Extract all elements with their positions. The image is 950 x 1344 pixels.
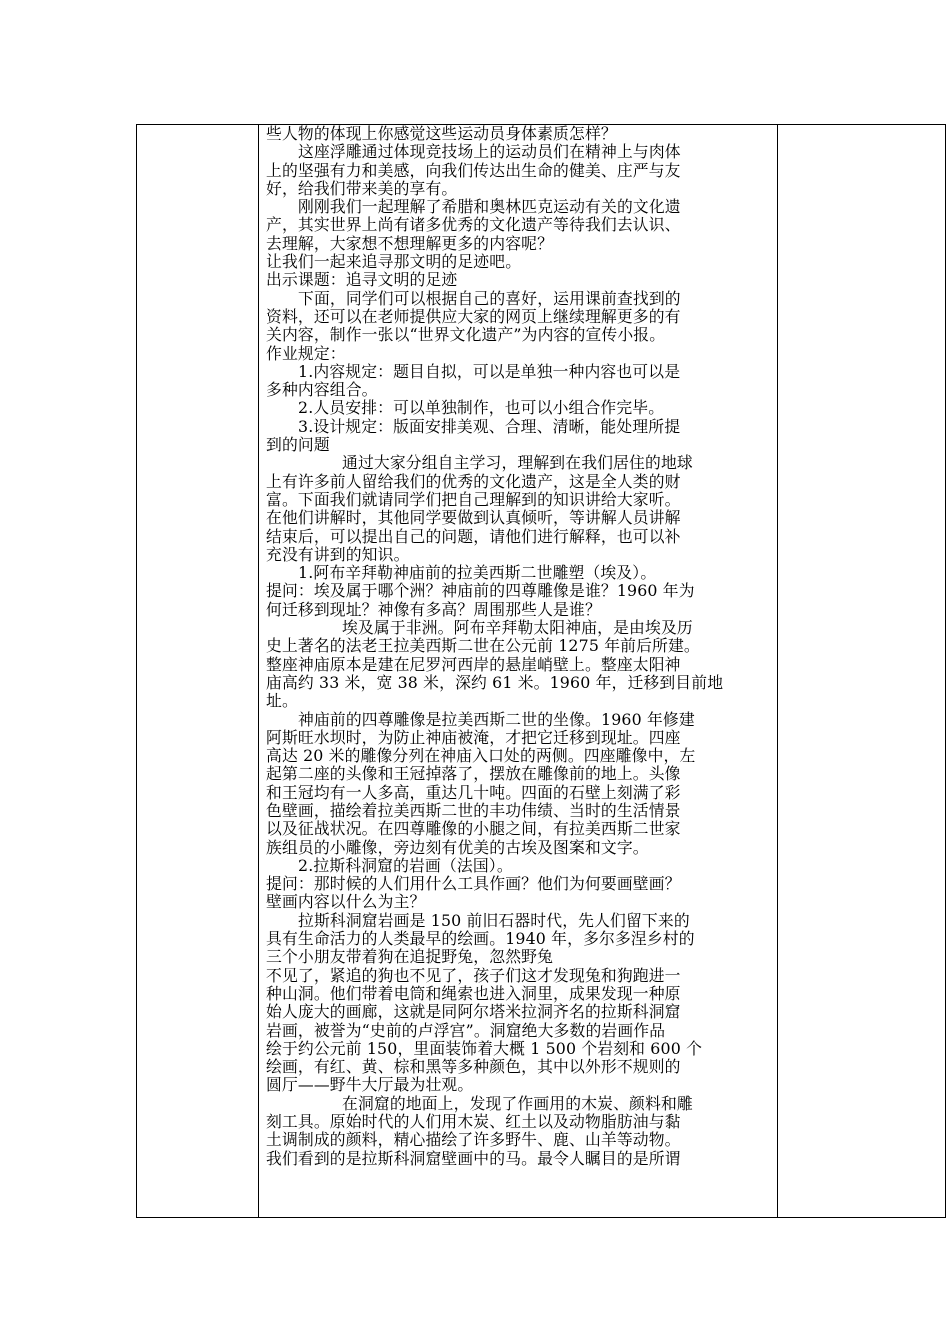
- lesson-text-cell: [266, 125, 776, 1217]
- column-divider-left: [258, 125, 259, 1217]
- lesson-table: [136, 124, 946, 1218]
- text-line: 史上著名的法老王拉美西斯二世在公元前 1275 年前后所建。: [266, 636, 700, 656]
- text-line: 3.设计规定：版面安排美观、合理、清晰，能处理所提: [298, 416, 681, 436]
- text-line: 下面，同学们可以根据自己的喜好，运用课前查找到的: [298, 288, 681, 308]
- text-line: 好，给我们带来美的享有。: [266, 178, 458, 198]
- text-line: 出示课题：追寻文明的足迹: [266, 270, 458, 290]
- text-line: 拉斯科洞窟岩画是 150 前旧石器时代，先人们留下来的: [298, 910, 690, 930]
- text-line: 何迁移到现址？神像有多高？周围那些人是谁？: [266, 599, 601, 619]
- text-line: 族组员的小雕像，旁边刻有优美的古埃及图案和文字。: [266, 837, 649, 857]
- text-line: 到的问题: [266, 435, 330, 455]
- text-line: 岩画，被誉为“史前的卢浮宫”。洞窟绝大多数的岩画作品: [266, 1020, 666, 1040]
- text-line: 以及征战状况。在四尊雕像的小腿之间，有拉美西斯二世家: [266, 819, 681, 839]
- text-line: 埃及属于非洲。阿布辛拜勒太阳神庙，是由埃及历: [342, 618, 693, 638]
- text-line: 和王冠均有一人多高，重达几十吨。四面的石壁上刻满了彩: [266, 782, 681, 802]
- text-line: 些人物的体现上你感觉这些运动员身体素质怎样？: [266, 125, 617, 143]
- text-line: 1.阿布辛拜勒神庙前的拉美西斯二世雕塑（埃及）。: [298, 563, 657, 583]
- text-line: 多种内容组合。: [266, 380, 378, 400]
- column-divider-right: [777, 125, 778, 1217]
- text-line: 结束后，可以提出自己的问题，请他们进行解释，也可以补: [266, 526, 681, 546]
- text-line: 充没有讲到的知识。: [266, 544, 410, 564]
- text-line: 址。: [266, 691, 298, 711]
- text-line: 绘于约公元前 150，里面装饰着大概 1 500 个岩刻和 600 个: [266, 1038, 703, 1058]
- text-line: 我们看到的是拉斯科洞窟壁画中的马。最令人瞩目的是所谓: [266, 1148, 681, 1168]
- text-line: 起第二座的头像和王冠掉落了，摆放在雕像前的地上。头像: [266, 764, 681, 784]
- text-line: 神庙前的四尊雕像是拉美西斯二世的坐像。1960 年修建: [298, 709, 695, 729]
- text-line: 提问：埃及属于哪个洲？神庙前的四尊雕像是谁？1960 年为: [266, 581, 695, 601]
- text-line: 关内容，制作一张以“世界文化遗产”为内容的宣传小报。: [266, 325, 666, 345]
- text-line: 2.拉斯科洞窟的岩画（法国）。: [298, 855, 513, 875]
- text-line: 通过大家分组自主学习，理解到在我们居住的地球: [342, 453, 693, 473]
- text-line: 阿斯旺水坝时，为防止神庙被淹，才把它迁移到现址。四座: [266, 727, 681, 747]
- text-line: 提问：那时候的人们用什么工具作画？他们为何要画壁画？: [266, 874, 681, 894]
- text-line: 不见了，紧追的狗也不见了，孩子们这才发现兔和狗跑进一: [266, 965, 681, 985]
- text-line: 整座神庙原本是建在尼罗河西岸的悬崖峭壁上。整座太阳神: [266, 654, 681, 674]
- text-line: 让我们一起来追寻那文明的足迹吧。: [266, 252, 522, 272]
- text-line: 资料，还可以在老师提供应大家的网页上继续理解更多的有: [266, 306, 681, 326]
- text-line: 这座浮雕通过体现竞技场上的运动员们在精神上与肉体: [298, 142, 681, 162]
- text-line: 去理解，大家想不想理解更多的内容呢？: [266, 233, 554, 253]
- text-line: 富。下面我们就请同学们把自己理解到的知识讲给大家听。: [266, 489, 681, 509]
- text-line: 在他们讲解时，其他同学要做到认真倾听，等讲解人员讲解: [266, 508, 681, 528]
- text-line: 刚刚我们一起理解了希腊和奥林匹克运动有关的文化遗: [298, 197, 681, 217]
- text-line: 始人庞大的画廊，这就是同阿尔塔米拉洞齐名的拉斯科洞窟: [266, 1002, 681, 1022]
- text-line: 色壁画，描绘着拉美西斯二世的丰功伟绩、当时的生活情景: [266, 800, 681, 820]
- text-line: 绘画，有红、黄、棕和黑等多种颜色，其中以外形不规则的: [266, 1057, 681, 1077]
- text-line: 上有许多前人留给我们的优秀的文化遗产，这是全人类的财: [266, 471, 681, 491]
- text-line: 具有生命活力的人类最早的绘画。1940 年，多尔多涅乡村的: [266, 929, 695, 949]
- text-line: 2.人员安排：可以单独制作，也可以小组合作完毕。: [298, 398, 665, 418]
- text-line: 三个小朋友带着狗在追捉野兔，忽然野兔: [266, 947, 554, 967]
- text-line: 产，其实世界上尚有诸多优秀的文化遗产等待我们去认识、: [266, 215, 681, 235]
- text-line: 土调制成的颜料，精心描绘了许多野牛、鹿、山羊等动物。: [266, 1130, 681, 1150]
- text-line: 高达 20 米的雕像分列在神庙入口处的两侧。四座雕像中，左: [266, 746, 696, 766]
- text-line: 壁画内容以什么为主？: [266, 892, 426, 912]
- text-line: 作业规定：: [266, 343, 346, 363]
- text-line: 庙高约 33 米，宽 38 米，深约 61 米。1960 年，迁移到目前地: [266, 672, 724, 692]
- text-line: 刻工具。原始时代的人们用木炭、红土以及动物脂肪油与黏: [266, 1112, 681, 1132]
- text-line: 1.内容规定：题目自拟，可以是单独一种内容也可以是: [298, 361, 681, 381]
- text-line: 在洞窟的地面上，发现了作画用的木炭、颜料和雕: [342, 1093, 693, 1113]
- text-line: 上的坚强有力和美感，向我们传达出生命的健美、庄严与友: [266, 160, 681, 180]
- text-line: 种山洞。他们带着电筒和绳索也进入洞里，成果发现一种原: [266, 983, 681, 1003]
- text-line: 圆厅——野牛大厅最为壮观。: [266, 1075, 474, 1095]
